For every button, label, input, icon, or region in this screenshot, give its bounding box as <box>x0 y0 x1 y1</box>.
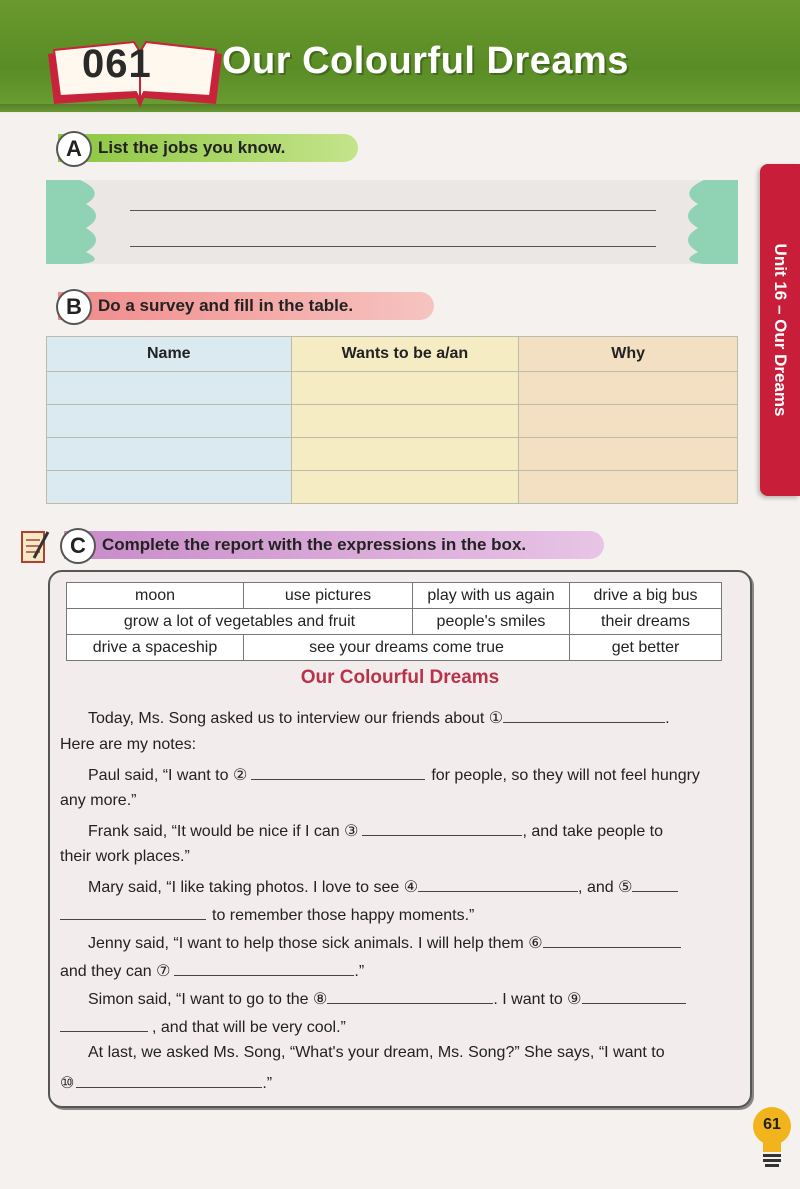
report-text: At last, we asked Ms. Song, “What's your dream, Ms. Song?” She says, “I want to <box>88 1044 665 1061</box>
report-text: . <box>665 710 670 727</box>
why-cell[interactable] <box>519 405 738 438</box>
report-line <box>60 931 760 954</box>
blank-5a[interactable] <box>632 875 678 892</box>
table-row <box>47 438 738 471</box>
blank-2[interactable] <box>251 763 425 780</box>
word-box-item: see your dreams come true <box>244 635 570 661</box>
name-cell[interactable] <box>47 471 292 504</box>
report-line <box>60 903 732 926</box>
blank-1[interactable] <box>503 706 665 723</box>
report-title: Our Colourful Dreams <box>300 667 500 688</box>
name-cell[interactable] <box>47 438 292 471</box>
report-line <box>60 763 760 786</box>
word-box-row <box>67 609 722 635</box>
page-title: Our Colourful Dreams <box>222 40 629 82</box>
col-why-header: Why <box>519 337 738 372</box>
right-wave-decoration <box>668 180 738 264</box>
report-text: Simon said, “I want to go to the ⑧ <box>88 991 328 1008</box>
word-box-row <box>67 635 722 661</box>
col-wants-header: Wants to be a/an <box>291 337 519 372</box>
report-text: .” <box>354 963 365 980</box>
word-box-row <box>67 583 722 609</box>
name-cell[interactable] <box>47 405 292 438</box>
section-c-badge: C <box>60 528 96 564</box>
word-box-item: drive a spaceship <box>67 635 244 661</box>
report-text: , and take people to <box>522 823 664 840</box>
report-line <box>60 819 760 842</box>
word-box-item: drive a big bus <box>570 583 722 609</box>
report-text: any more.” <box>60 792 137 809</box>
survey-header-row <box>47 337 738 372</box>
word-box-item: play with us again <box>413 583 570 609</box>
report-text: , and ⑤ <box>578 879 633 896</box>
why-cell[interactable] <box>519 372 738 405</box>
name-cell[interactable] <box>47 372 292 405</box>
report-text: Here are my notes: <box>60 736 197 753</box>
section-c-header <box>64 531 604 559</box>
lesson-number: 061 <box>82 42 152 86</box>
table-row <box>47 471 738 504</box>
report-line <box>60 847 732 867</box>
report-text: Mary said, “I like taking photos. I love to see ④ <box>88 879 419 896</box>
report-text: , and that will be very cool.” <box>152 1019 346 1036</box>
answer-line-2[interactable] <box>130 246 656 247</box>
report-line <box>60 987 760 1010</box>
report-text: .” <box>262 1075 273 1092</box>
section-a-badge: A <box>56 131 92 167</box>
report-text: Frank said, “It would be nice if I can ③ <box>88 823 359 840</box>
unit-side-tab-label: Unit 16 – Our Dreams <box>771 243 790 417</box>
blank-4[interactable] <box>418 875 578 892</box>
col-name-header: Name <box>47 337 292 372</box>
word-box-item: grow a lot of vegetables and fruit <box>67 609 413 635</box>
blank-6[interactable] <box>543 931 681 948</box>
report-text: their work places.” <box>60 848 190 865</box>
report-text: Jenny said, “I want to help those sick animals. I will help them ⑥ <box>88 935 543 952</box>
why-cell[interactable] <box>519 471 738 504</box>
report-line <box>60 1015 732 1038</box>
table-row <box>47 405 738 438</box>
blank-5b[interactable] <box>60 903 206 920</box>
section-b-instruction: Do a survey and fill in the table. <box>98 296 354 315</box>
blank-9a[interactable] <box>582 987 686 1004</box>
survey-table <box>46 336 738 504</box>
report-text: Today, Ms. Song asked us to interview our friends about ① <box>88 710 504 727</box>
report-text: Paul said, “I want to ② <box>88 767 248 784</box>
word-box-item: moon <box>67 583 244 609</box>
report-text: to remember those happy moments.” <box>212 907 475 924</box>
word-box-item: their dreams <box>570 609 722 635</box>
word-box-item: people's smiles <box>413 609 570 635</box>
table-row <box>47 372 738 405</box>
notepad-pencil-icon <box>20 528 50 564</box>
report-text: . I want to ⑨ <box>493 991 582 1008</box>
report-text: and they can ⑦ <box>60 963 171 980</box>
report-line <box>60 959 732 982</box>
section-a-instruction: List the jobs you know. <box>98 138 286 157</box>
why-cell[interactable] <box>519 438 738 471</box>
report-text: for people, so they will not feel hungry <box>431 767 700 784</box>
section-c-instruction: Complete the report with the expressions in the box. <box>102 535 527 554</box>
report-text: ⑩ <box>60 1075 75 1092</box>
unit-side-tab <box>760 164 800 496</box>
report-line <box>60 735 732 755</box>
section-a-header <box>58 134 358 162</box>
report-line <box>60 1043 760 1063</box>
wants-cell[interactable] <box>291 471 519 504</box>
blank-3[interactable] <box>362 819 522 836</box>
word-box-item: use pictures <box>244 583 413 609</box>
report-line <box>60 706 760 729</box>
blank-9b[interactable] <box>60 1015 148 1032</box>
answer-line-1[interactable] <box>130 210 656 211</box>
blank-8[interactable] <box>327 987 493 1004</box>
section-b-header <box>58 292 434 320</box>
wants-cell[interactable] <box>291 438 519 471</box>
report-line <box>60 1071 732 1094</box>
blank-7[interactable] <box>174 959 354 976</box>
wants-cell[interactable] <box>291 372 519 405</box>
report-line <box>60 875 760 898</box>
word-box-item: get better <box>570 635 722 661</box>
wants-cell[interactable] <box>291 405 519 438</box>
left-wave-decoration <box>46 180 116 264</box>
report-line <box>60 791 732 811</box>
section-b-badge: B <box>56 289 92 325</box>
section-a-answer-area <box>46 180 738 264</box>
blank-10[interactable] <box>76 1071 262 1088</box>
page-number: 61 <box>763 1116 781 1133</box>
word-box <box>66 582 722 661</box>
